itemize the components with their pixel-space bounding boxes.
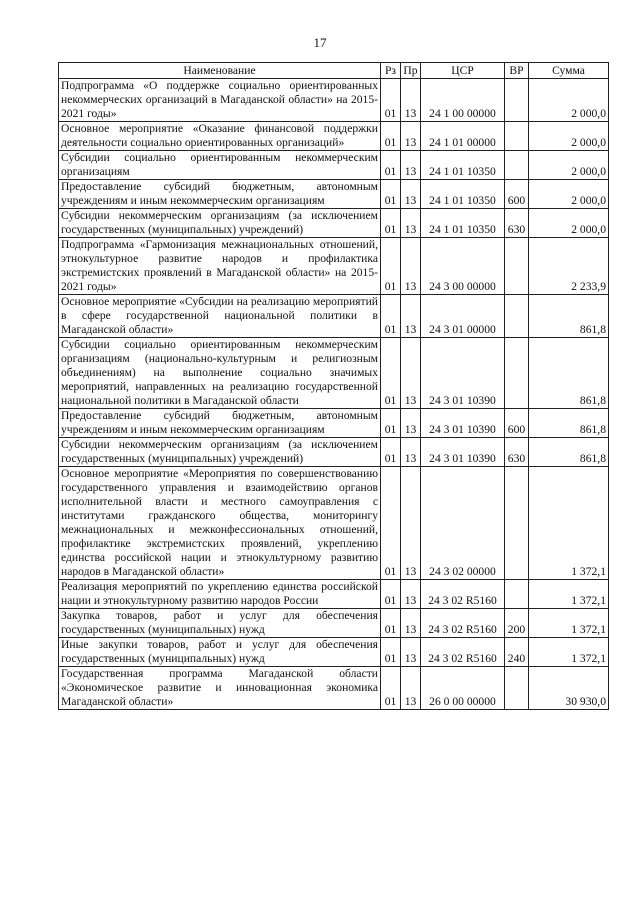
row-rz: 01 bbox=[381, 295, 401, 338]
row-vr bbox=[505, 338, 529, 409]
row-sum: 30 930,0 bbox=[529, 667, 609, 710]
row-sum: 2 000,0 bbox=[529, 151, 609, 180]
row-sum: 861,8 bbox=[529, 409, 609, 438]
header-rz: Рз bbox=[381, 63, 401, 79]
row-rz: 01 bbox=[381, 209, 401, 238]
row-vr bbox=[505, 122, 529, 151]
row-rz: 01 bbox=[381, 609, 401, 638]
table-row bbox=[59, 122, 609, 151]
row-vr: 200 bbox=[505, 609, 529, 638]
row-csr: 24 1 00 00000 bbox=[421, 79, 505, 122]
row-pr: 13 bbox=[401, 409, 421, 438]
row-csr: 24 3 00 00000 bbox=[421, 238, 505, 295]
row-sum: 2 000,0 bbox=[529, 79, 609, 122]
header-sum: Сумма bbox=[529, 63, 609, 79]
table-row bbox=[59, 79, 609, 122]
row-rz: 01 bbox=[381, 438, 401, 467]
row-pr: 13 bbox=[401, 295, 421, 338]
row-rz: 01 bbox=[381, 238, 401, 295]
row-csr: 24 3 02 R5160 bbox=[421, 609, 505, 638]
row-csr: 24 3 01 10390 bbox=[421, 409, 505, 438]
table-header-row bbox=[59, 63, 609, 79]
table-row bbox=[59, 209, 609, 238]
row-sum: 1 372,1 bbox=[529, 467, 609, 580]
row-vr bbox=[505, 667, 529, 710]
row-rz: 01 bbox=[381, 467, 401, 580]
header-csr: ЦСР bbox=[421, 63, 505, 79]
row-rz: 01 bbox=[381, 79, 401, 122]
row-csr: 24 3 01 10390 bbox=[421, 338, 505, 409]
row-pr: 13 bbox=[401, 438, 421, 467]
row-vr bbox=[505, 238, 529, 295]
row-sum: 1 372,1 bbox=[529, 638, 609, 667]
row-pr: 13 bbox=[401, 79, 421, 122]
row-name: Подпрограмма «Гармонизация межнациональных отношений, этнокультурное развитие народов и профилактика экстремистских проявлений в Магаданской области» на 2015-2021 годы» bbox=[59, 238, 381, 295]
row-name: Государственная программа Магаданской области «Экономическое развитие и инновационная экономика Магаданской области» bbox=[59, 667, 381, 710]
row-rz: 01 bbox=[381, 667, 401, 710]
row-name: Субсидии социально ориентированным некоммерческим организациям (национально-культурным и религиозным объединениям) на выполнение социально значимых мероприятий, направленных на реализацию государственной национальной политики в Магаданской области bbox=[59, 338, 381, 409]
row-name: Предоставление субсидий бюджетным, автономным учреждениям и иным некоммерческим организациям bbox=[59, 409, 381, 438]
row-vr: 630 bbox=[505, 438, 529, 467]
row-rz: 01 bbox=[381, 180, 401, 209]
row-csr: 24 3 02 R5160 bbox=[421, 580, 505, 609]
row-sum: 861,8 bbox=[529, 438, 609, 467]
row-csr: 24 3 01 10390 bbox=[421, 438, 505, 467]
row-vr bbox=[505, 79, 529, 122]
table-row bbox=[59, 467, 609, 580]
row-vr bbox=[505, 467, 529, 580]
row-pr: 13 bbox=[401, 667, 421, 710]
table-row bbox=[59, 295, 609, 338]
table-row bbox=[59, 180, 609, 209]
row-vr: 600 bbox=[505, 180, 529, 209]
row-sum: 2 000,0 bbox=[529, 209, 609, 238]
row-name: Закупка товаров, работ и услуг для обеспечения государственных (муниципальных) нужд bbox=[59, 609, 381, 638]
row-rz: 01 bbox=[381, 638, 401, 667]
table-row bbox=[59, 609, 609, 638]
row-vr bbox=[505, 295, 529, 338]
budget-table bbox=[58, 62, 609, 710]
row-csr: 24 1 01 10350 bbox=[421, 209, 505, 238]
table-row bbox=[59, 238, 609, 295]
row-csr: 26 0 00 00000 bbox=[421, 667, 505, 710]
row-name: Подпрограмма «О поддержке социально ориентированных некоммерческих организаций в Магаданской области» на 2015-2021 годы» bbox=[59, 79, 381, 122]
row-name: Основное мероприятие «Субсидии на реализацию мероприятий в сфере государственной национальной политики в Магаданской области» bbox=[59, 295, 381, 338]
table-row bbox=[59, 580, 609, 609]
row-rz: 01 bbox=[381, 122, 401, 151]
row-name: Субсидии некоммерческим организациям (за исключением государственных (муниципальных) учреждений) bbox=[59, 438, 381, 467]
row-pr: 13 bbox=[401, 209, 421, 238]
row-pr: 13 bbox=[401, 122, 421, 151]
row-name: Реализация мероприятий по укреплению единства российской нации и этнокультурному развитию народов России bbox=[59, 580, 381, 609]
row-pr: 13 bbox=[401, 151, 421, 180]
row-pr: 13 bbox=[401, 638, 421, 667]
row-name: Субсидии некоммерческим организациям (за исключением государственных (муниципальных) учреждений) bbox=[59, 209, 381, 238]
row-sum: 2 233,9 bbox=[529, 238, 609, 295]
table-row bbox=[59, 638, 609, 667]
row-rz: 01 bbox=[381, 151, 401, 180]
table-row bbox=[59, 409, 609, 438]
row-name: Основное мероприятие «Мероприятия по совершенствованию государственного управления и взаимодействию органов исполнительной власти и местного самоуправления с институтами гражданского общества, мониторингу межнациональных и межконфессиональных отношений, профилактике экстремистских проявлений, укреплению единства российской нации и этнокультурному развитию народов в Магаданской области» bbox=[59, 467, 381, 580]
row-name: Основное мероприятие «Оказание финансовой поддержки деятельности социально ориентированных организаций» bbox=[59, 122, 381, 151]
table-row bbox=[59, 151, 609, 180]
row-csr: 24 1 01 10350 bbox=[421, 180, 505, 209]
row-sum: 1 372,1 bbox=[529, 580, 609, 609]
row-name: Субсидии социально ориентированным некоммерческим организациям bbox=[59, 151, 381, 180]
page-number: 17 bbox=[313, 35, 327, 50]
row-vr: 630 bbox=[505, 209, 529, 238]
row-rz: 01 bbox=[381, 580, 401, 609]
row-csr: 24 1 01 10350 bbox=[421, 151, 505, 180]
row-name: Предоставление субсидий бюджетным, автономным учреждениям и иным некоммерческим организациям bbox=[59, 180, 381, 209]
row-csr: 24 3 01 00000 bbox=[421, 295, 505, 338]
row-vr: 600 bbox=[505, 409, 529, 438]
row-vr: 240 bbox=[505, 638, 529, 667]
table-row bbox=[59, 438, 609, 467]
row-pr: 13 bbox=[401, 180, 421, 209]
row-vr bbox=[505, 580, 529, 609]
table-row bbox=[59, 667, 609, 710]
row-csr: 24 3 02 R5160 bbox=[421, 638, 505, 667]
row-sum: 2 000,0 bbox=[529, 180, 609, 209]
row-sum: 1 372,1 bbox=[529, 609, 609, 638]
header-pr: Пр bbox=[401, 63, 421, 79]
row-pr: 13 bbox=[401, 338, 421, 409]
row-pr: 13 bbox=[401, 580, 421, 609]
row-name: Иные закупки товаров, работ и услуг для обеспечения государственных (муниципальных) нужд bbox=[59, 638, 381, 667]
row-rz: 01 bbox=[381, 338, 401, 409]
table-row bbox=[59, 338, 609, 409]
row-vr bbox=[505, 151, 529, 180]
header-name: Наименование bbox=[59, 63, 381, 79]
row-pr: 13 bbox=[401, 238, 421, 295]
row-sum: 861,8 bbox=[529, 295, 609, 338]
row-pr: 13 bbox=[401, 467, 421, 580]
row-sum: 861,8 bbox=[529, 338, 609, 409]
row-pr: 13 bbox=[401, 609, 421, 638]
row-csr: 24 1 01 00000 bbox=[421, 122, 505, 151]
row-rz: 01 bbox=[381, 409, 401, 438]
row-sum: 2 000,0 bbox=[529, 122, 609, 151]
row-csr: 24 3 02 00000 bbox=[421, 467, 505, 580]
header-vr: ВР bbox=[505, 63, 529, 79]
